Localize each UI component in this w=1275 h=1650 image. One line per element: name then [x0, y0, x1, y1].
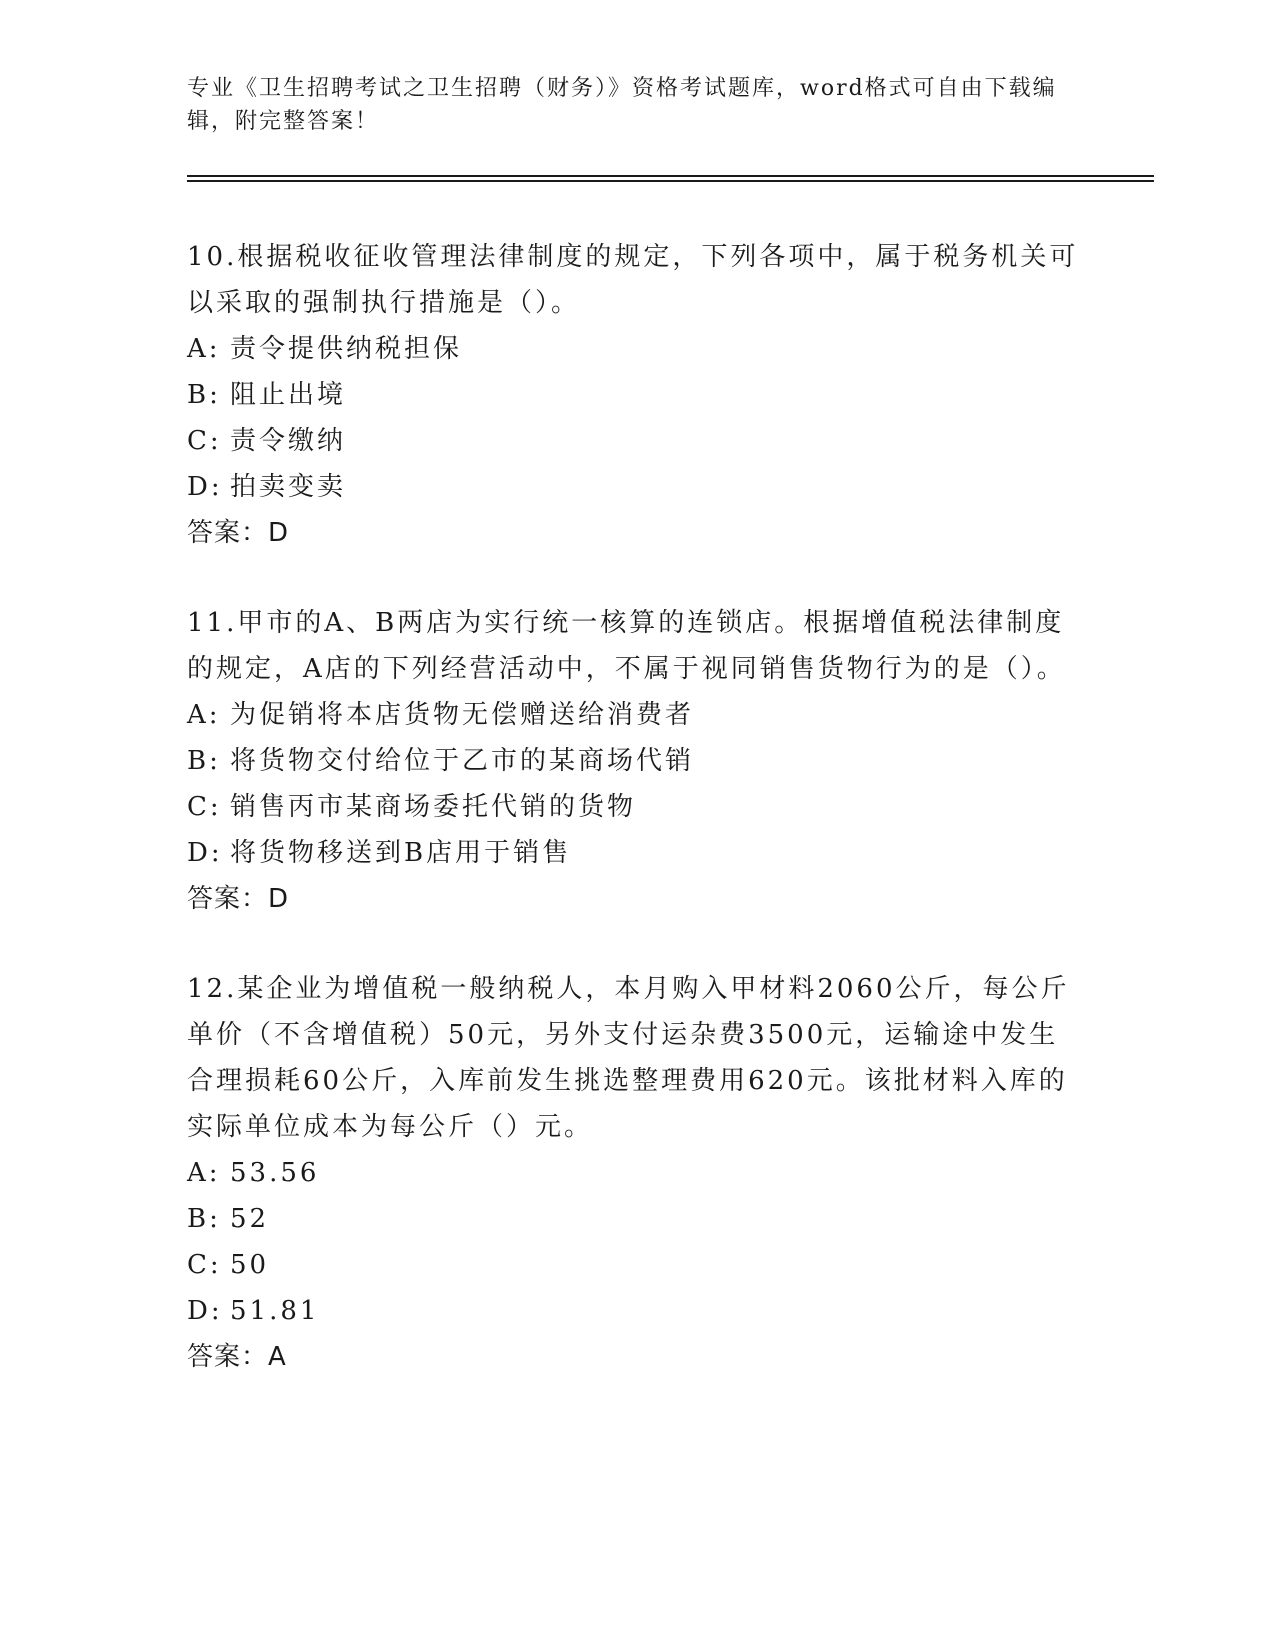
option-text: 责令提供纳税担保	[230, 334, 463, 364]
document-header: 专业《卫生招聘考试之卫生招聘（财务）》资格考试题库，word格式可自由下载编辑，附完整答案！	[187, 76, 1057, 134]
option-text: 将货物移送到B店用于销售	[230, 838, 572, 868]
option-text: 销售丙市某商场委托代销的货物	[230, 792, 637, 822]
question-stem: 12.某企业为增值税一般纳税人，本月购入甲材料2060公斤，每公斤单价（不含增值税）50元，另外支付运杂费3500元，运输途中发生合理损耗60公斤，入库前发生挑选整理费用620元。该批材料入库的实际单位成本为每公斤（）元。	[187, 974, 1070, 1142]
question-stem: 10.根据税收征收管理法律制度的规定，下列各项中，属于税务机关可以采取的强制执行措施是（）。	[187, 242, 1079, 318]
answer-line: 答案：D	[187, 884, 290, 914]
question-stem: 11.甲市的A、B两店为实行统一核算的连锁店。根据增值税法律制度的规定，A店的下列经营活动中，不属于视同销售货物行为的是（）。	[187, 608, 1066, 684]
option-b	[187, 372, 1087, 418]
option-key: D:	[187, 838, 223, 868]
option-key: A:	[187, 334, 221, 364]
option-text: 阻止出境	[230, 380, 347, 410]
option-text: 52	[230, 1204, 270, 1234]
option-c	[187, 1242, 1087, 1288]
option-key: A:	[187, 700, 221, 730]
option-c	[187, 418, 1087, 464]
option-key: A:	[187, 1158, 221, 1188]
header-divider-line	[187, 180, 1154, 182]
question-10	[187, 234, 1087, 556]
option-key: D:	[187, 472, 223, 502]
question-12	[187, 966, 1087, 1380]
header-divider-line	[187, 175, 1154, 177]
question-11	[187, 600, 1087, 922]
option-d	[187, 464, 1087, 510]
answer-line: 答案：D	[187, 518, 290, 548]
option-c	[187, 784, 1087, 830]
option-key: D:	[187, 1296, 223, 1326]
option-key: B:	[187, 746, 221, 776]
option-b	[187, 1196, 1087, 1242]
option-key: B:	[187, 380, 221, 410]
option-key: C:	[187, 1250, 222, 1280]
option-a	[187, 692, 1087, 738]
option-a	[187, 1150, 1087, 1196]
option-text: 责令缴纳	[230, 426, 347, 456]
option-text: 为促销将本店货物无偿赠送给消费者	[230, 700, 695, 730]
option-text: 51.81	[230, 1296, 320, 1326]
option-key: B:	[187, 1204, 221, 1234]
option-d	[187, 1288, 1087, 1334]
option-key: C:	[187, 426, 222, 456]
option-d	[187, 830, 1087, 876]
answer-line: 答案：A	[187, 1342, 287, 1372]
option-a	[187, 326, 1087, 372]
option-text: 53.56	[230, 1158, 320, 1188]
option-b	[187, 738, 1087, 784]
option-text: 拍卖变卖	[230, 472, 347, 502]
option-key: C:	[187, 792, 222, 822]
option-text: 将货物交付给位于乙市的某商场代销	[230, 746, 695, 776]
option-text: 50	[230, 1250, 270, 1280]
